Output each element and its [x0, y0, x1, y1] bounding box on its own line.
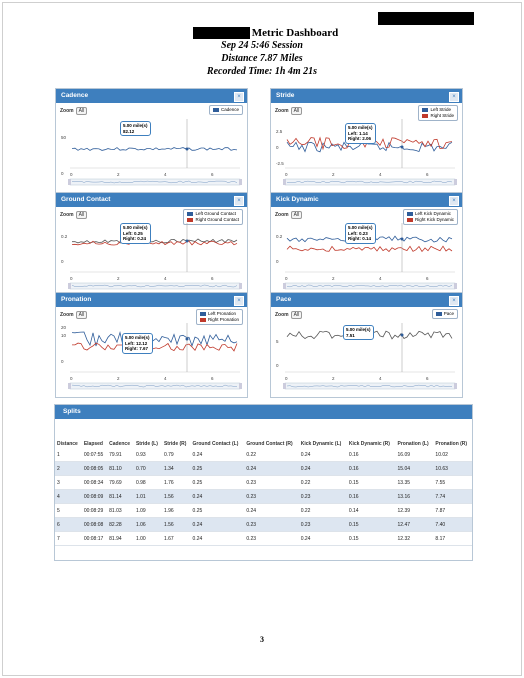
panel-title: Stride [271, 89, 462, 103]
table-cell: 10.02 [433, 448, 472, 462]
legend-swatch [422, 114, 428, 118]
x-tick-label: 6 [211, 172, 214, 177]
table-cell: 0.24 [191, 448, 245, 462]
table-cell: 0.16 [347, 490, 396, 504]
table-cell: 00:08:34 [82, 476, 107, 490]
tooltip-line: 5.00 mile(s) [123, 123, 148, 128]
distance-label: Distance 7.87 Miles [221, 53, 303, 64]
zoom-label: Zoom [275, 212, 289, 218]
legend-label: Cadence [220, 107, 239, 112]
table-cell: 0.16 [347, 448, 396, 462]
x-tick-label: 4 [379, 276, 382, 281]
y-tick-label: 0 [276, 363, 279, 368]
legend-swatch [213, 108, 219, 112]
table-cell: 0.98 [134, 476, 162, 490]
y-tick-label: 0.2 [276, 234, 283, 239]
table-cell: 5 [55, 504, 82, 518]
tooltip-line: 5.00 mile(s) [346, 327, 371, 332]
tooltip-line: 82.12 [123, 128, 135, 134]
zoom-control [275, 107, 302, 115]
table-cell: 12.47 [396, 518, 434, 532]
table-cell: 0.24 [299, 532, 347, 546]
tooltip [343, 325, 374, 340]
table-cell: 1.96 [162, 504, 191, 518]
table-cell: 0.24 [299, 448, 347, 462]
chart-svg [60, 223, 243, 291]
y-tick-label: 0.2 [61, 234, 68, 239]
table-cell: 0.70 [134, 462, 162, 476]
zoom-control [60, 311, 87, 319]
table-cell: 0.24 [244, 462, 298, 476]
x-tick-label: 0 [70, 276, 73, 281]
zoom-label: Zoom [60, 212, 74, 218]
panel-title: Cadence [56, 89, 247, 103]
table-cell: 3 [55, 476, 82, 490]
y-tick-label: 20 [61, 325, 67, 330]
table-cell: 0.24 [191, 490, 245, 504]
legend-label: Right Pronation [207, 317, 239, 322]
tooltip-line: Right: 0.24 [123, 236, 147, 241]
zoom-all-button[interactable]: All [76, 211, 88, 219]
table-row [55, 476, 472, 490]
zoom-label: Zoom [60, 312, 74, 318]
table-cell: 1.56 [162, 490, 191, 504]
x-tick-label: 0 [285, 376, 288, 381]
legend [209, 105, 243, 115]
panel-title: Kick Dynamic [271, 193, 462, 207]
legend-label: Left Ground Contact [195, 211, 236, 216]
table-cell: 7.55 [433, 476, 472, 490]
x-tick-label: 0 [285, 172, 288, 177]
y-tick-label: 0 [61, 171, 64, 176]
table-cell: 81.10 [107, 462, 134, 476]
zoom-control [60, 211, 87, 219]
dashboard-title: Metric Dashboard [251, 27, 339, 39]
table-row [55, 490, 472, 504]
tooltip [120, 121, 151, 136]
plot-area[interactable] [275, 119, 458, 187]
redaction-block [378, 12, 474, 25]
table-cell: 7.74 [433, 490, 472, 504]
y-tick-label: 0 [276, 259, 279, 264]
table-row [55, 518, 472, 532]
close-icon[interactable]: × [449, 92, 459, 102]
chart-panel-pronation [55, 292, 248, 398]
table-cell: 82.28 [107, 518, 134, 532]
table-cell: 00:07:55 [82, 448, 107, 462]
table-cell: 7.87 [433, 504, 472, 518]
x-tick-label: 4 [379, 172, 382, 177]
x-tick-label: 4 [164, 172, 167, 177]
series-line [287, 142, 452, 152]
table-cell: 16.09 [396, 448, 434, 462]
session-label: Sep 24 5:46 Session [221, 40, 303, 51]
column-header: Cadence [109, 441, 130, 447]
table-cell: 1.01 [134, 490, 162, 504]
y-tick-label: 0 [276, 145, 279, 150]
legend-swatch [407, 218, 413, 222]
legend-label: Left Pronation [207, 311, 236, 316]
navigator-handle-left[interactable] [68, 283, 71, 289]
zoom-control [60, 107, 87, 115]
hover-marker [401, 146, 404, 149]
table-cell: 0.24 [191, 518, 245, 532]
zoom-control [275, 211, 302, 219]
column-header: Kick Dynamic (L) [300, 441, 342, 447]
navigator-handle-left[interactable] [68, 179, 71, 185]
legend-label: Left Stride [430, 107, 451, 112]
legend-label: Pace [443, 311, 454, 316]
table-cell: 2 [55, 462, 82, 476]
tooltip-line: Right: 7.67 [125, 346, 149, 351]
x-tick-label: 2 [117, 172, 120, 177]
table-cell: 0.23 [244, 532, 298, 546]
plot-area[interactable] [275, 323, 458, 391]
tooltip [122, 333, 153, 354]
table-cell: 0.23 [244, 490, 298, 504]
tooltip-line: 5.00 mile(s) [125, 335, 150, 340]
table-cell: 81.03 [107, 504, 134, 518]
table-cell: 81.94 [107, 532, 134, 546]
table-cell: 0.15 [347, 476, 396, 490]
column-header: Kick Dynamic (R) [348, 441, 390, 447]
plot-area[interactable] [60, 323, 243, 391]
table-cell: 0.24 [191, 532, 245, 546]
close-icon[interactable]: × [234, 92, 244, 102]
series-line [287, 246, 452, 251]
table-cell: 13.16 [396, 490, 434, 504]
table-cell: 0.24 [299, 462, 347, 476]
panel-title: Ground Contact [56, 193, 247, 207]
zoom-label: Zoom [60, 108, 74, 114]
chart-panel-stride [270, 88, 463, 194]
y-tick-label: 0 [61, 259, 64, 264]
table-cell: 12.32 [396, 532, 434, 546]
table-cell: 15.04 [396, 462, 434, 476]
table-cell: 0.23 [244, 476, 298, 490]
legend-swatch [200, 318, 206, 322]
tooltip-line: Right: 0.14 [348, 236, 372, 241]
navigator-handle-left[interactable] [283, 283, 286, 289]
navigator-handle-right[interactable] [454, 179, 457, 185]
table-cell: 1.00 [134, 532, 162, 546]
x-tick-label: 6 [426, 376, 429, 381]
series-line [72, 332, 237, 346]
y-tick-label: 10 [61, 333, 67, 338]
table-cell: 1.76 [162, 476, 191, 490]
table-row [55, 462, 472, 476]
column-header: Pronation (R) [435, 441, 468, 447]
table-cell: 0.23 [244, 518, 298, 532]
column-header: Elapsed [83, 441, 103, 447]
table-cell: 0.24 [244, 504, 298, 518]
navigator-handle-left[interactable] [283, 179, 286, 185]
x-tick-label: 2 [117, 376, 120, 381]
chart-panel-kick-dynamic [270, 192, 463, 298]
close-icon[interactable]: × [449, 296, 459, 306]
table-cell: 0.93 [134, 448, 162, 462]
panel-title: Pronation [56, 293, 247, 307]
navigator-handle-left[interactable] [283, 383, 286, 389]
plot-area[interactable] [60, 223, 243, 291]
navigator-handle-right[interactable] [239, 179, 242, 185]
splits-title: Splits [55, 405, 472, 419]
zoom-all-button[interactable]: All [76, 107, 88, 115]
table-cell: 7.40 [433, 518, 472, 532]
y-tick-label: -2.5 [276, 161, 284, 166]
legend-swatch [187, 212, 193, 216]
zoom-label: Zoom [275, 108, 289, 114]
table-cell: 0.23 [299, 490, 347, 504]
series-line [72, 148, 237, 151]
hover-marker [401, 238, 404, 241]
table-cell: 00:08:05 [82, 462, 107, 476]
x-tick-label: 0 [70, 376, 73, 381]
x-tick-label: 6 [211, 376, 214, 381]
tooltip-line: 7.51 [346, 332, 355, 338]
table-row [55, 448, 472, 462]
chart-panel-ground-contact [55, 192, 248, 298]
legend-swatch [407, 212, 413, 216]
legend-label: Right Ground Contact [195, 217, 239, 222]
navigator-handle-right[interactable] [239, 283, 242, 289]
navigator-handle-right[interactable] [454, 383, 457, 389]
column-header: Distance [57, 441, 78, 447]
legend-swatch [436, 312, 442, 316]
table-cell: 0.15 [347, 532, 396, 546]
column-header: Ground Contact (R) [246, 441, 293, 447]
zoom-all-button[interactable]: All [291, 107, 303, 115]
table-cell: 0.22 [244, 448, 298, 462]
table-cell: 4 [55, 490, 82, 504]
x-tick-label: 6 [426, 276, 429, 281]
y-tick-label: 2.5 [276, 129, 283, 134]
table-cell: 0.23 [299, 518, 347, 532]
y-tick-label: 50 [61, 135, 67, 140]
tooltip-line: Left: 0.25 [123, 230, 143, 236]
table-row [55, 504, 472, 518]
tooltip-line: 5.00 mile(s) [348, 125, 373, 130]
x-tick-label: 0 [285, 276, 288, 281]
navigator-handle-left[interactable] [68, 383, 71, 389]
splits-table-panel [54, 404, 473, 561]
table-cell: 13.35 [396, 476, 434, 490]
legend-label: Right Stride [430, 113, 454, 118]
table-cell: 0.22 [299, 476, 347, 490]
column-header: Ground Contact (L) [192, 441, 239, 447]
column-header: Pronation (L) [397, 441, 429, 447]
table-cell: 79.69 [107, 476, 134, 490]
table-cell: 0.25 [191, 476, 245, 490]
hover-marker [186, 240, 189, 243]
tooltip-line: Left: 0.23 [348, 230, 368, 236]
y-tick-label: 5 [276, 339, 279, 344]
tooltip-line: Right: 2.06 [348, 136, 372, 141]
legend-label: Right Kick Dynamic [414, 217, 454, 222]
chart-svg [60, 119, 243, 187]
column-header: Stride (L) [135, 441, 158, 447]
table-cell: 0.22 [299, 504, 347, 518]
tooltip [120, 223, 151, 244]
zoom-control [275, 311, 302, 319]
table-cell: 8.17 [433, 532, 472, 546]
legend-swatch [187, 218, 193, 222]
close-icon[interactable]: × [449, 196, 459, 206]
tooltip [345, 223, 376, 244]
table-cell: 1.67 [162, 532, 191, 546]
legend-label: Left Kick Dynamic [414, 211, 451, 216]
table-cell: 00:08:08 [82, 518, 107, 532]
table-cell: 0.15 [347, 518, 396, 532]
table-cell: 00:08:29 [82, 504, 107, 518]
chart-panel-cadence [55, 88, 248, 194]
table-cell: 00:08:09 [82, 490, 107, 504]
table-cell: 0.16 [347, 462, 396, 476]
zoom-all-button[interactable]: All [76, 311, 88, 319]
tooltip-line: Left: 1.14 [348, 130, 368, 136]
zoom-all-button[interactable]: All [291, 211, 303, 219]
table-cell: 0.25 [191, 504, 245, 518]
column-header: Stride (R) [163, 441, 187, 447]
hover-marker [186, 338, 189, 341]
close-icon[interactable]: × [234, 196, 244, 206]
close-icon[interactable]: × [234, 296, 244, 306]
x-tick-label: 2 [117, 276, 120, 281]
table-cell: 0.79 [162, 448, 191, 462]
table-cell: 00:08:17 [82, 532, 107, 546]
panel-title: Pace [271, 293, 462, 307]
legend-swatch [422, 108, 428, 112]
navigator-handle-right[interactable] [454, 283, 457, 289]
table-row [55, 532, 472, 546]
legend-entry[interactable] [213, 107, 239, 113]
plot-area[interactable] [60, 119, 243, 187]
x-tick-label: 0 [70, 172, 73, 177]
table-cell: 81.14 [107, 490, 134, 504]
legend-swatch [200, 312, 206, 316]
hover-marker [186, 148, 189, 151]
tooltip [345, 123, 376, 144]
x-tick-label: 6 [211, 276, 214, 281]
table-cell: 1.56 [162, 518, 191, 532]
table-cell: 79.91 [107, 448, 134, 462]
navigator-handle-right[interactable] [239, 383, 242, 389]
chart-panel-pace [270, 292, 463, 398]
tooltip-line: 5.00 mile(s) [123, 225, 148, 230]
tooltip-line: Left: 12.12 [125, 340, 148, 346]
hover-marker [401, 334, 404, 337]
x-tick-label: 2 [332, 172, 335, 177]
table-cell: 0.14 [347, 504, 396, 518]
plot-area[interactable] [275, 223, 458, 291]
zoom-label: Zoom [275, 312, 289, 318]
table-cell: 0.25 [191, 462, 245, 476]
recorded-time-label: Recorded Time: 1h 4m 21s [206, 66, 318, 77]
y-tick-label: 0 [61, 359, 64, 364]
splits-table [55, 419, 472, 546]
table-cell: 1.09 [134, 504, 162, 518]
x-tick-label: 6 [426, 172, 429, 177]
table-cell: 10.63 [433, 462, 472, 476]
table-cell: 12.39 [396, 504, 434, 518]
tooltip-line: 5.00 mile(s) [348, 225, 373, 230]
page-number: 3 [260, 635, 264, 644]
x-tick-label: 4 [379, 376, 382, 381]
table-cell: 1.06 [134, 518, 162, 532]
table-cell: 6 [55, 518, 82, 532]
table-cell: 1.34 [162, 462, 191, 476]
legend [432, 309, 458, 319]
table-cell: 7 [55, 532, 82, 546]
table-cell: 1 [55, 448, 82, 462]
x-tick-label: 4 [164, 376, 167, 381]
x-tick-label: 2 [332, 376, 335, 381]
zoom-all-button[interactable]: All [291, 311, 303, 319]
x-tick-label: 2 [332, 276, 335, 281]
legend-entry[interactable] [436, 311, 454, 317]
x-tick-label: 4 [164, 276, 167, 281]
